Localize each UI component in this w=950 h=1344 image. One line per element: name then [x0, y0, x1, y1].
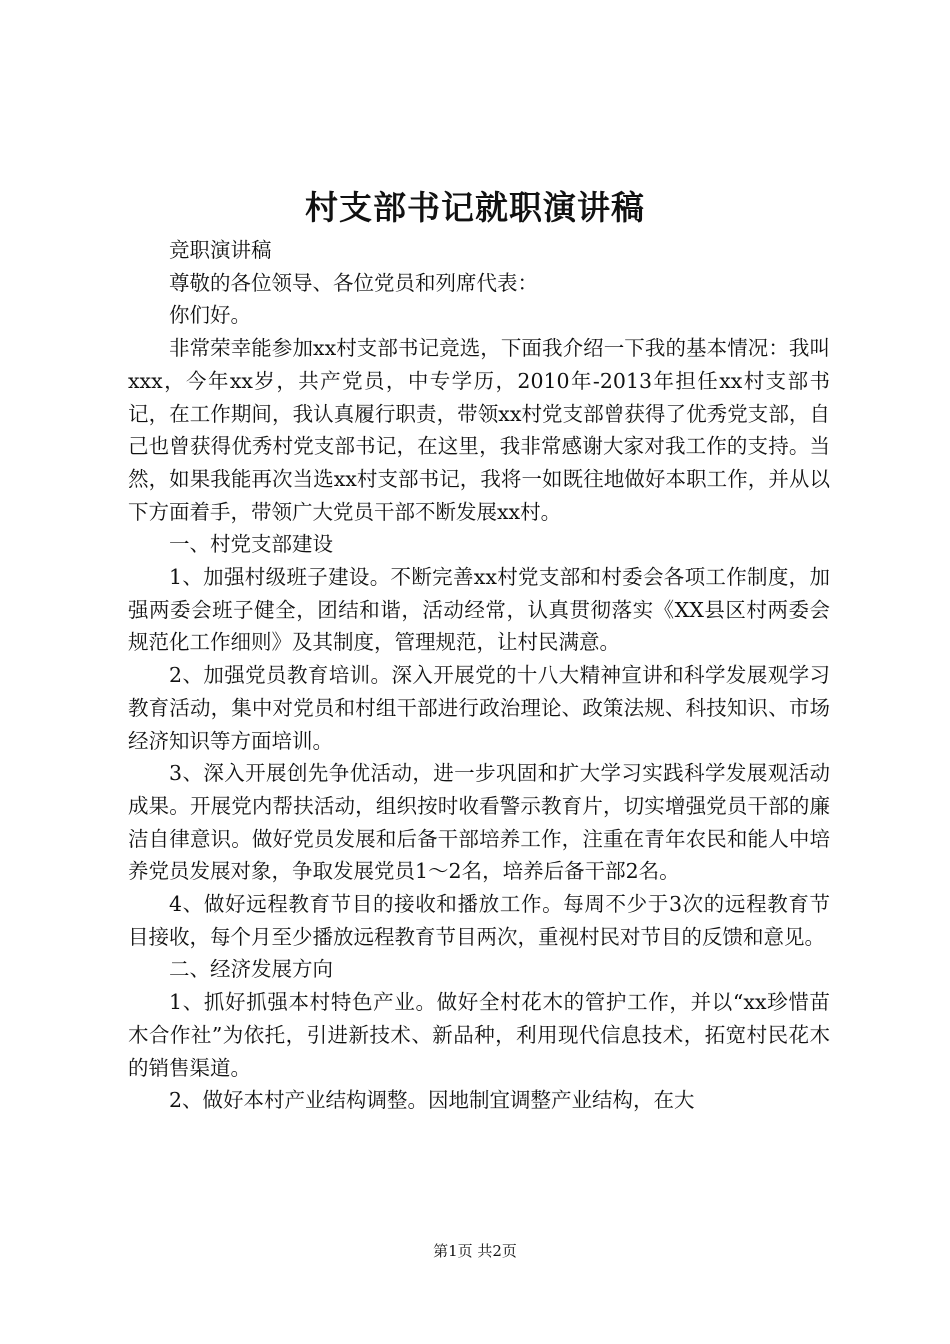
paragraph: 2、加强党员教育培训。深入开展党的十八大精神宣讲和科学发展观学习教育活动，集中对党员和村组干部进行政治理论、政策法规、科技知识、市场经济知识等方面培训。	[128, 663, 830, 753]
paragraph: 4、做好远程教育节目的接收和播放工作。每周不少于3次的远程教育节目接收，每个月至少播放远程教育节目两次，重视村民对节目的反馈和意见。	[128, 892, 830, 949]
paragraph: 1、抓好抓强本村特色产业。做好全村花木的管护工作，并以“xx珍惜苗木合作社”为依托，引进新技术、新品种，利用现代信息技术，拓宽村民花木的销售渠道。	[128, 990, 830, 1080]
paragraph: 1、加强村级班子建设。不断完善xx村党支部和村委会各项工作制度，加强两委会班子健全，团结和谐，活动经常，认真贯彻落实《XX县区村两委会规范化工作细则》及其制度，管理规范，让村民满意。	[128, 565, 830, 655]
paragraph: 竞职演讲稿	[169, 238, 272, 262]
section-heading: 一、村党支部建设	[169, 532, 333, 557]
paragraph: 2、做好本村产业结构调整。因地制宜调整产业结构，在大	[169, 1088, 695, 1113]
paragraph: 3、深入开展创先争优活动，进一步巩固和扩大学习实践科学发展观活动成果。开展党内帮扶活动，组织按时收看警示教育片，切实增强党员干部的廉洁自律意识。做好党员发展和后备干部培养工作，注重在青年农民和能人中培养党员发展对象，争取发展党员1～2名，培养后备干部2名。	[128, 761, 830, 884]
document-title: 村支部书记就职演讲稿	[305, 188, 645, 227]
paragraph: 非常荣幸能参加xx村支部书记竞选，下面我介绍一下我的基本情况：我叫xxx，今年xx岁，共产党员，中专学历，2010年-2013年担任xx村支部书记，在工作期间，我认真履行职责，带领xx村党支部曾获得了优秀党支部，自己也曾获得优秀村党支部书记，在这里，我非常感谢大家对我工作的支持。当然，如果我能再次当选xx村支部书记，我将一如既往地做好本职工作，并从以下方面着手，带领广大党员干部不断发展xx村。	[128, 336, 830, 524]
section-heading: 二、经济发展方向	[169, 957, 333, 982]
page-number-footer: 第1页 共2页	[433, 1242, 517, 1260]
paragraph: 你们好。	[169, 303, 251, 328]
paragraph: 尊敬的各位领导、各位党员和列席代表：	[169, 270, 538, 295]
document-body	[128, 234, 830, 1117]
